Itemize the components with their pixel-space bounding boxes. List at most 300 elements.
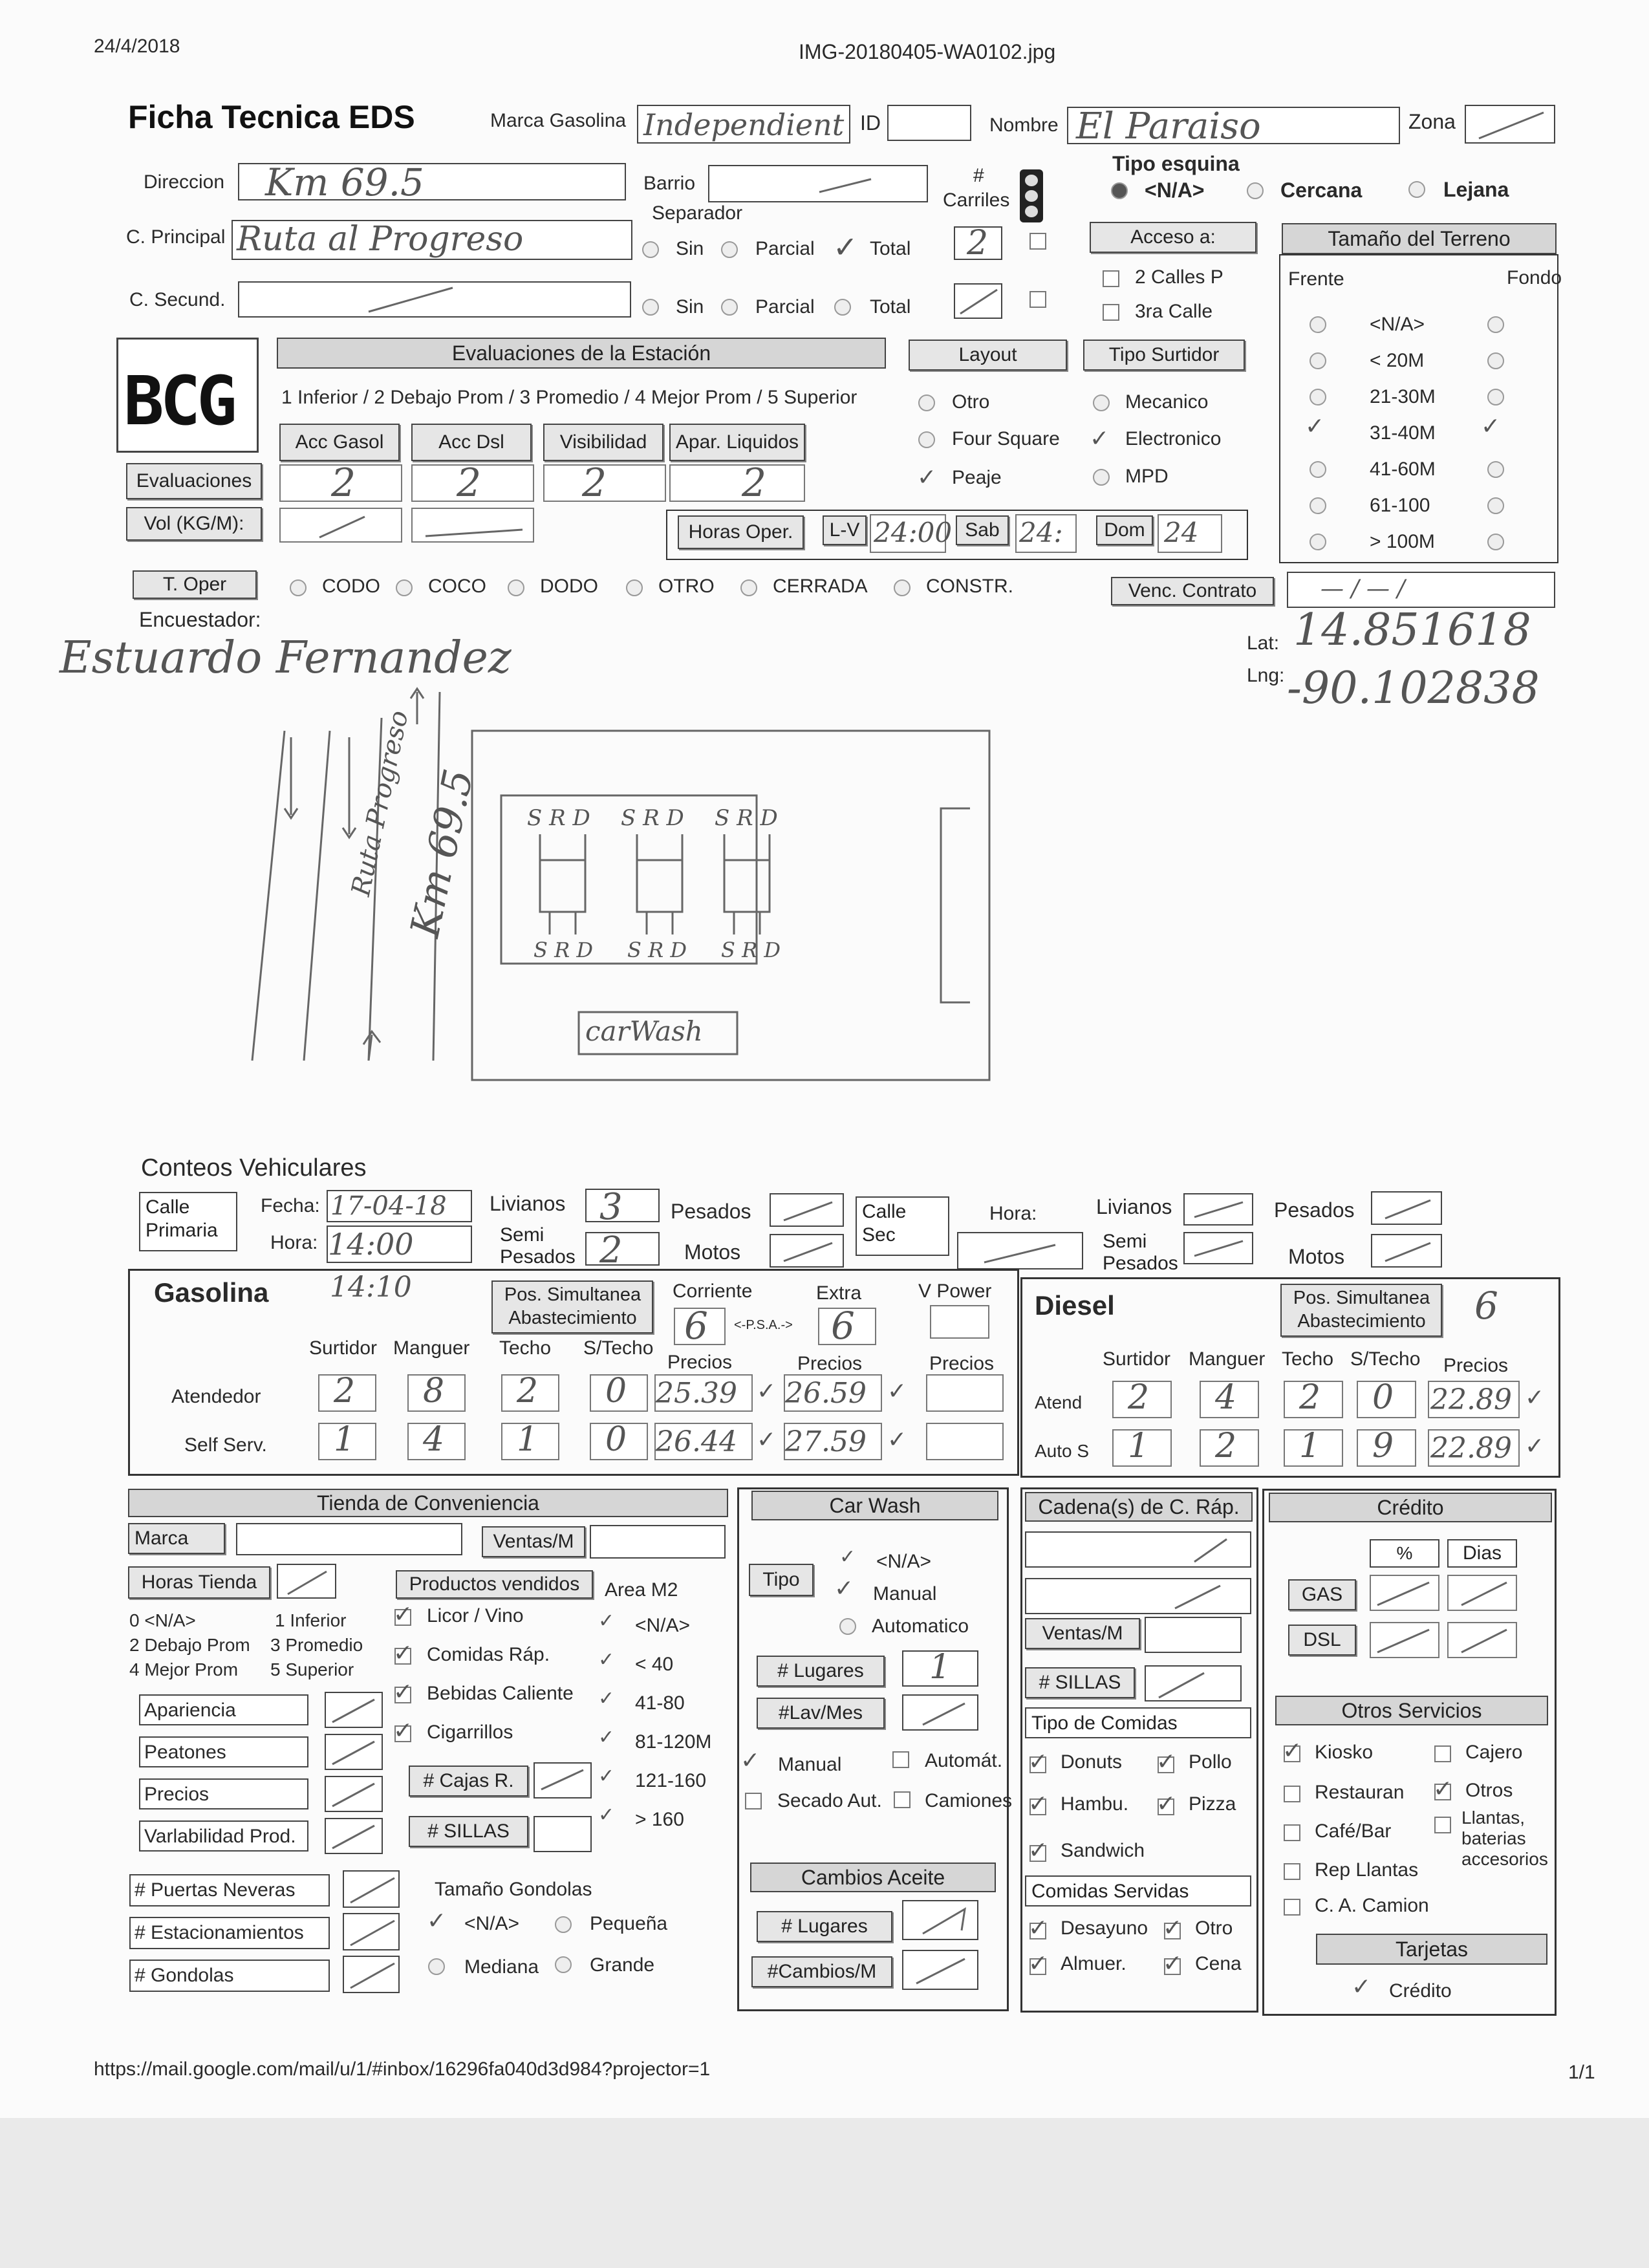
pump-top-label-0: S R D [527,805,590,831]
pesados2-label: Pesados [1274,1198,1355,1222]
dom-value: 24 [1164,517,1199,548]
evaluaciones-row-label: Evaluaciones [126,463,262,499]
servicio-check-icon-3: ✓ [1433,1776,1453,1802]
acceso-button[interactable]: Acceso a: [1090,222,1256,253]
gondola-grande-radio[interactable] [555,1956,572,1973]
terreno-fondo-radio-0[interactable] [1487,316,1504,333]
toper-label: T. Oper [133,570,257,599]
gas-cell-0-2[interactable] [501,1374,559,1412]
layout-button[interactable]: Layout [909,340,1067,371]
cprincipal-field[interactable] [232,220,632,260]
terreno-frente-check-icon-3[interactable]: ✓ [1305,413,1325,440]
gas-corriente-check-icon-0[interactable]: ✓ [757,1378,777,1405]
tipo-surtidor-button[interactable]: Tipo Surtidor [1083,340,1245,371]
vol-dsl-field[interactable] [411,508,534,543]
cadena-ventas-label: Ventas/M [1025,1618,1140,1649]
print-page: 1/1 [1568,2062,1595,2083]
sep1-total-check-icon[interactable]: ✓ [833,230,858,265]
gas-cell-1-2[interactable] [501,1420,559,1460]
sab-value: 24: [1019,517,1063,548]
carwash-lugares-field[interactable] [902,1650,978,1687]
dsl-cell-0-1[interactable] [1200,1378,1259,1418]
sketch-carwash-label: carWash [585,1015,703,1047]
productos-label: Productos vendidos [396,1570,593,1599]
gas-extra-price-value: 27.59 [785,1425,867,1458]
aceite-cambios-label: #Cambios/M [751,1956,892,1987]
print-filename: IMG-20180405-WA0102.jpg [799,40,1056,63]
layout-otro-radio[interactable] [918,394,935,411]
gas-extra-price-0[interactable] [784,1374,882,1412]
servicio-checkbox-5[interactable] [1434,1817,1451,1833]
terreno-frente-radio-1[interactable] [1310,352,1326,369]
barrio-label: Barrio [643,173,696,194]
esquina-lejana-radio[interactable] [1408,181,1425,198]
toper-radio-3[interactable] [626,579,643,596]
cprincipal-label: C. Principal [126,226,226,248]
cw-camiones-checkbox[interactable] [894,1791,911,1808]
producto-label-0: Licor / Vino [427,1605,524,1626]
sep2-parcial-radio[interactable] [721,299,738,316]
sep2-parcial-label: Parcial [755,296,815,318]
comida-check-icon-0: ✓ [1028,1749,1048,1775]
esquina-na-label: <N/A> [1145,178,1205,202]
gas-extra-check-icon-0[interactable]: ✓ [887,1378,907,1405]
dsl-pos-value: 6 [1474,1284,1498,1328]
toper-radio-1[interactable] [396,579,413,596]
gas-extra-check-icon-1[interactable]: ✓ [887,1427,907,1453]
nombre-value: El Paraiso [1076,105,1261,147]
acceso-2calles-checkbox[interactable] [1103,270,1119,287]
servicio-checkbox-1[interactable] [1434,1745,1451,1762]
gas-cell-value: 4 [423,1420,445,1459]
dsl-cell-1-2[interactable] [1284,1429,1343,1467]
gas-precios-corriente: Precios [667,1352,733,1373]
dsl-cell-1-0[interactable] [1112,1429,1172,1467]
gas-vpower-price-0[interactable] [926,1374,1004,1412]
sep1-parcial-radio[interactable] [721,241,738,258]
traffic-light-icon [1020,169,1043,222]
hora2-field[interactable] [957,1232,1083,1269]
acceso-3ra-label: 3ra Calle [1135,301,1213,322]
gas-corriente-price-1[interactable] [654,1423,753,1460]
carwash-lugares-value: 1 [929,1648,951,1687]
servida-check-icon-1: ✓ [1163,1915,1183,1941]
dom-label: Dom [1096,515,1153,545]
tienda-header: Tienda de Conveniencia [128,1489,728,1517]
surtidor-electronico-label: Electronico [1125,428,1222,449]
hora-field[interactable] [327,1226,472,1263]
tipo-esquina-label: Tipo esquina [1112,152,1240,175]
terreno-frente-radio-2[interactable] [1310,389,1326,405]
otros-servicios-header: Otros Servicios [1275,1696,1548,1725]
dsl-cell-0-0[interactable] [1112,1378,1172,1418]
esquina-cercana-radio[interactable] [1247,182,1264,199]
sab-label: Sab [956,515,1009,545]
livianos2-field[interactable] [1183,1193,1253,1226]
credito-gas-dias[interactable] [1447,1575,1517,1611]
dsl-cell-0-3[interactable] [1357,1378,1416,1418]
marca-value: Independient [643,107,845,142]
cw-secado-checkbox[interactable] [745,1793,762,1809]
id-field[interactable] [887,105,971,141]
count-field-0[interactable] [343,1870,400,1908]
terreno-option-label: > 100M [1370,531,1435,552]
gas-cell-1-3[interactable] [590,1420,648,1460]
terreno-frente-radio-6[interactable] [1310,534,1326,550]
gas-col-techo: Techo [499,1337,552,1359]
eval-visibilidad-value[interactable] [543,460,666,506]
toper-label-1: COCO [428,576,486,597]
sep1-sin-radio[interactable] [642,241,659,258]
acceso-3ra-checkbox[interactable] [1103,304,1119,321]
bcg-logo-text: BCG [124,362,233,440]
gas-vpower-price-1[interactable] [926,1423,1004,1460]
sep2-sin-radio[interactable] [642,299,659,316]
terreno-fondo-radio-6[interactable] [1487,534,1504,550]
semipesados2-field[interactable] [1183,1232,1253,1264]
toper-label-0: CODO [322,576,380,597]
surtidor-electronico-check-icon[interactable]: ✓ [1090,426,1110,452]
pesados2-field[interactable] [1371,1191,1442,1225]
dsl-cell-1-1[interactable] [1200,1429,1259,1467]
toper-label-3: OTRO [658,576,715,597]
credito-gas-pct[interactable] [1370,1575,1439,1611]
terreno-fondo-radio-2[interactable] [1487,389,1504,405]
esquina-cercana-label: Cercana [1280,178,1363,202]
cajas-field[interactable] [534,1762,592,1798]
servicio-checkbox-2[interactable] [1284,1786,1300,1802]
vol-gas-field[interactable] [279,508,402,543]
servida-label-1: Otro [1195,1917,1233,1939]
motos2-label: Motos [1288,1245,1345,1268]
gas-cell-value: 1 [334,1420,356,1459]
servicio-checkbox-4[interactable] [1284,1824,1300,1841]
servicio-label-5: Llantas, baterias accesorios [1461,1808,1548,1869]
nombre-field[interactable] [1067,105,1400,147]
count-field-1[interactable] [343,1913,400,1950]
carriles2-field[interactable] [954,283,1002,319]
rating-field-2[interactable] [325,1776,383,1812]
servicio-checkbox-7[interactable] [1284,1899,1300,1916]
servicio-label-2: Restauran [1315,1782,1405,1803]
gas-extra-price-1[interactable] [784,1423,882,1460]
gas-cell-value: 0 [605,1372,627,1410]
area-check-icon-2[interactable]: ✓ [598,1687,615,1710]
cadena-tipo-label [1025,1707,1251,1738]
gas-col-surtidor: Surtidor [309,1337,378,1359]
pump-bottom-label-0: S R D [534,938,594,962]
rating-label-text: Precios [144,1784,210,1805]
cadena-sillas-label: # SILLAS [1025,1667,1135,1698]
tienda-ventas-label: Ventas/M [482,1526,585,1557]
area-check-icon-5[interactable]: ✓ [598,1804,615,1826]
dsl-cell-value: 0 [1372,1378,1394,1417]
rating-label-2 [139,1778,308,1809]
lv-field[interactable] [870,514,953,553]
dsl-cell-value: 2 [1128,1378,1150,1417]
semipesados-field[interactable] [585,1229,660,1271]
marca-field[interactable] [637,105,850,144]
fecha-field[interactable] [327,1190,472,1222]
credito-dsl-dias[interactable] [1447,1622,1517,1658]
carriles-check-2[interactable] [1029,291,1046,308]
gas-cell-0-0[interactable] [318,1374,376,1412]
dsl-row-label-1: Auto S [1035,1441,1090,1461]
credito-dsl-label: DSL [1288,1625,1356,1656]
acceso-2calles-label: 2 Calles P [1135,266,1223,288]
csecund-field[interactable] [238,281,631,318]
dsl-price-1[interactable] [1428,1429,1520,1467]
dom-field[interactable] [1158,514,1222,553]
producto-label-2: Bebidas Caliente [427,1683,574,1704]
gas-row-label-0: Atendedor [171,1386,261,1407]
direccion-field[interactable] [238,160,626,204]
zona-label: Zona [1408,110,1456,133]
cw-secado-label: Secado Aut. [777,1790,882,1811]
surtidor-mecanico-label: Mecanico [1125,391,1209,413]
gas-cell-1-1[interactable] [407,1420,466,1460]
terreno-fondo-radio-4[interactable] [1487,461,1504,478]
hora2-label: Hora: [989,1203,1037,1224]
dsl-cell-value: 1 [1128,1427,1150,1465]
producto-label-3: Cigarrillos [427,1722,513,1743]
gas-corriente-check-icon-1[interactable]: ✓ [757,1427,777,1453]
gas-cell-1-0[interactable] [318,1420,376,1460]
cadena-field-1[interactable] [1025,1531,1251,1568]
terreno-option-label: 31-40M [1370,422,1436,444]
csecund-label: C. Secund. [129,289,226,310]
count-label-text: # Puertas Neveras [135,1879,296,1901]
layout-foursquare-radio[interactable] [918,431,935,448]
pesados-field[interactable] [770,1193,844,1227]
rating-field-0[interactable] [325,1692,383,1728]
carwash-na-check-icon[interactable]: ✓ [839,1546,856,1568]
surtidor-mpd-label: MPD [1125,466,1169,487]
livianos2-label: Livianos [1096,1195,1172,1218]
lng-label: Lng: [1247,665,1285,686]
terreno-option-label: < 20M [1370,350,1425,371]
nombre-label: Nombre [989,114,1059,136]
zona-field[interactable] [1465,105,1555,144]
motos2-field[interactable] [1371,1234,1442,1268]
corriente-field[interactable] [674,1304,726,1348]
extra-value: 6 [831,1304,855,1348]
layout-otro-label: Otro [952,391,990,413]
dsl-price-0[interactable] [1428,1381,1520,1418]
area-check-icon-3[interactable]: ✓ [598,1726,615,1749]
gas-corriente-price-0[interactable] [654,1374,753,1412]
scan-bottom-margin [0,2118,1649,2268]
area-check-icon-1[interactable]: ✓ [598,1648,615,1671]
eval-accgasol-text: 2 [331,460,356,506]
count-label-text: # Gondolas [135,1965,234,1986]
servida-label-3: Cena [1195,1953,1242,1974]
cadena-ventas-field[interactable] [1145,1617,1242,1653]
tienda-marca-field[interactable] [236,1523,462,1555]
tienda-sillas-field[interactable] [534,1816,592,1852]
direccion-label: Direccion [144,171,225,193]
cw-auto-checkbox[interactable] [892,1751,909,1768]
gas-pos-label [491,1280,653,1334]
carwash-lav-field[interactable] [902,1694,978,1731]
venc-contrato-field[interactable] [1287,572,1555,608]
tienda-scale-item-1: 1 Inferior [275,1610,347,1630]
gas-cell-0-3[interactable] [590,1374,648,1412]
area-option-label-4: 121-160 [635,1770,707,1791]
vpower-field[interactable] [930,1305,989,1339]
area-check-icon-0[interactable]: ✓ [598,1610,615,1632]
servidas-label [1025,1875,1251,1906]
lv-label: L-V [823,515,867,545]
tienda-horas-field[interactable] [277,1564,336,1599]
livianos-field[interactable] [585,1186,660,1228]
carwash-auto-label: Automatico [872,1615,969,1637]
aceite-lugares-label: # Lugares [757,1911,892,1942]
hora-label: Hora: [270,1232,318,1253]
cw-manual-check-icon[interactable]: ✓ [740,1747,760,1774]
terreno-frente-radio-0[interactable] [1310,316,1326,333]
dsl-cell-1-3[interactable] [1357,1429,1416,1467]
area-option-label-0: <N/A> [635,1615,691,1636]
corriente-value: 6 [684,1304,708,1348]
vpower-label: V Power [918,1280,992,1302]
credito-pct-label: % [1370,1539,1439,1568]
terreno-fondo-radio-1[interactable] [1487,352,1504,369]
comida-label-4: Sandwich [1061,1840,1145,1861]
count-label-2 [129,1960,330,1992]
extra-field[interactable] [818,1304,876,1348]
servicio-label-1: Cajero [1465,1742,1523,1763]
print-url[interactable]: https://mail.google.com/mail/u/1/#inbox/16296fa040d3d984?projector=1 [94,2058,711,2080]
encuestador-label: Encuestador: [139,608,261,631]
semipesados-value: 2 [599,1229,623,1271]
gondola-pequena-radio[interactable] [555,1916,572,1933]
dsl-cell-value: 2 [1215,1427,1237,1465]
dsl-cell-value: 2 [1299,1378,1321,1417]
eval-accgasol-value[interactable] [279,460,402,506]
calle-sec-label [856,1196,949,1256]
servicio-checkbox-6[interactable] [1284,1863,1300,1880]
sep2-total-radio[interactable] [834,299,851,316]
dsl-pos-label [1280,1284,1442,1337]
aceite-lugares-field[interactable] [902,1900,978,1940]
toper-radio-5[interactable] [894,579,911,596]
toper-label-5: CONSTR. [926,576,1013,597]
terreno-option-label: 61-100 [1370,495,1430,516]
toper-radio-0[interactable] [290,579,307,596]
semipesados-label: Semi Pesados [500,1224,576,1268]
dsl-cell-value: 4 [1215,1378,1237,1417]
terreno-frente-radio-4[interactable] [1310,461,1326,478]
gas-cell-0-1[interactable] [407,1374,466,1412]
sab-field[interactable] [1015,514,1077,553]
gas-col-stecho: S/Techo [583,1337,654,1359]
producto-check-icon-1: ✓ [393,1640,413,1667]
motos-field[interactable] [770,1234,844,1268]
gasolina-title: Gasolina [154,1277,269,1308]
rating-label-1 [139,1736,308,1767]
sketch-km-label: Km 69.5 [401,764,483,942]
dsl-price-check-icon-1[interactable]: ✓ [1525,1433,1545,1460]
rating-label-text: Varlabilidad Prod. [144,1826,296,1847]
frente-label: Frente [1288,268,1344,290]
dsl-col-manguer: Manguer [1189,1348,1266,1370]
rating-field-3[interactable] [325,1818,383,1854]
gondola-mediana-radio[interactable] [428,1958,445,1975]
area-check-icon-4[interactable]: ✓ [598,1765,615,1787]
comida-check-icon-4: ✓ [1028,1837,1048,1864]
comida-label-2: Hambu. [1061,1793,1129,1815]
tienda-horas-label: Horas Tienda [128,1566,270,1599]
carwash-manual-check-icon[interactable]: ✓ [834,1575,854,1602]
cadena-field-2[interactable] [1025,1578,1251,1614]
tienda-ventas-field[interactable] [590,1525,726,1559]
layout-peaje-label: Peaje [952,467,1002,488]
terreno-fondo-radio-5[interactable] [1487,497,1504,514]
comida-check-icon-3: ✓ [1156,1791,1176,1817]
dsl-col-stecho: S/Techo [1350,1348,1421,1370]
direccion-value: Km 69.5 [265,160,424,204]
eval-visibilidad-text: 2 [582,460,607,506]
layout-peaje-check-icon[interactable]: ✓ [917,464,937,491]
barrio-field[interactable] [708,165,928,202]
cadena-sillas-field[interactable] [1145,1665,1242,1701]
pump-bottom-label-1: S R D [627,938,687,962]
dsl-cell-0-2[interactable] [1284,1378,1343,1418]
dsl-pos-text: Pos. Simultanea Abastecimiento [1293,1288,1430,1332]
carriles-check-1[interactable] [1029,233,1046,250]
eval-col-accgasol: Acc Gasol [279,424,400,461]
conteos-title: Conteos Vehiculares [141,1154,367,1182]
carriles-value: 2 [967,224,989,263]
count-label-0 [129,1874,330,1906]
fecha-label: Fecha: [261,1195,320,1216]
terreno-fondo-check-icon-3[interactable]: ✓ [1481,413,1501,440]
dsl-col-techo: Techo [1282,1348,1334,1370]
eval-col-accdsl: Acc Dsl [411,424,532,461]
surtidor-mecanico-radio[interactable] [1093,394,1110,411]
toper-radio-2[interactable] [508,579,524,596]
servida-check-icon-2: ✓ [1028,1950,1048,1977]
eval-liquidos-value[interactable] [669,460,805,506]
dsl-price-check-icon-0[interactable]: ✓ [1525,1385,1545,1411]
rating-field-1[interactable] [325,1734,383,1770]
credito-dsl-pct[interactable] [1370,1622,1439,1658]
esquina-na-radio[interactable] [1111,182,1128,199]
eval-scale: 1 Inferior / 2 Debajo Prom / 3 Promedio / 4 Mejor Prom / 5 Superior [281,387,857,408]
form-title: Ficha Tecnica EDS [128,99,415,135]
tienda-scale-item-2: 2 Debajo Prom [129,1635,250,1655]
eval-accdsl-value[interactable] [411,460,534,506]
eval-accdsl-text: 2 [457,460,482,506]
surtidor-mpd-radio[interactable] [1093,469,1110,486]
gondola-na-check-icon[interactable]: ✓ [427,1908,447,1934]
cadena-tipo-text: Tipo de Comidas [1031,1712,1178,1734]
aceite-header: Cambios Aceite [750,1863,996,1892]
terreno-option-label: 21-30M [1370,386,1436,407]
aceite-cambios-field[interactable] [902,1950,978,1990]
count-field-2[interactable] [343,1956,400,1993]
carriles-field[interactable] [954,224,1002,263]
carwash-auto-radio[interactable] [839,1618,856,1635]
terreno-frente-radio-5[interactable] [1310,497,1326,514]
sep1-total-label: Total [870,238,911,259]
calle-primaria-label [139,1192,237,1251]
tarjeta-credito-check-icon[interactable]: ✓ [1352,1974,1372,2000]
cw-camiones-label: Camiones [925,1790,1013,1811]
toper-radio-4[interactable] [740,579,757,596]
toper-label-4: CERRADA [773,576,868,597]
